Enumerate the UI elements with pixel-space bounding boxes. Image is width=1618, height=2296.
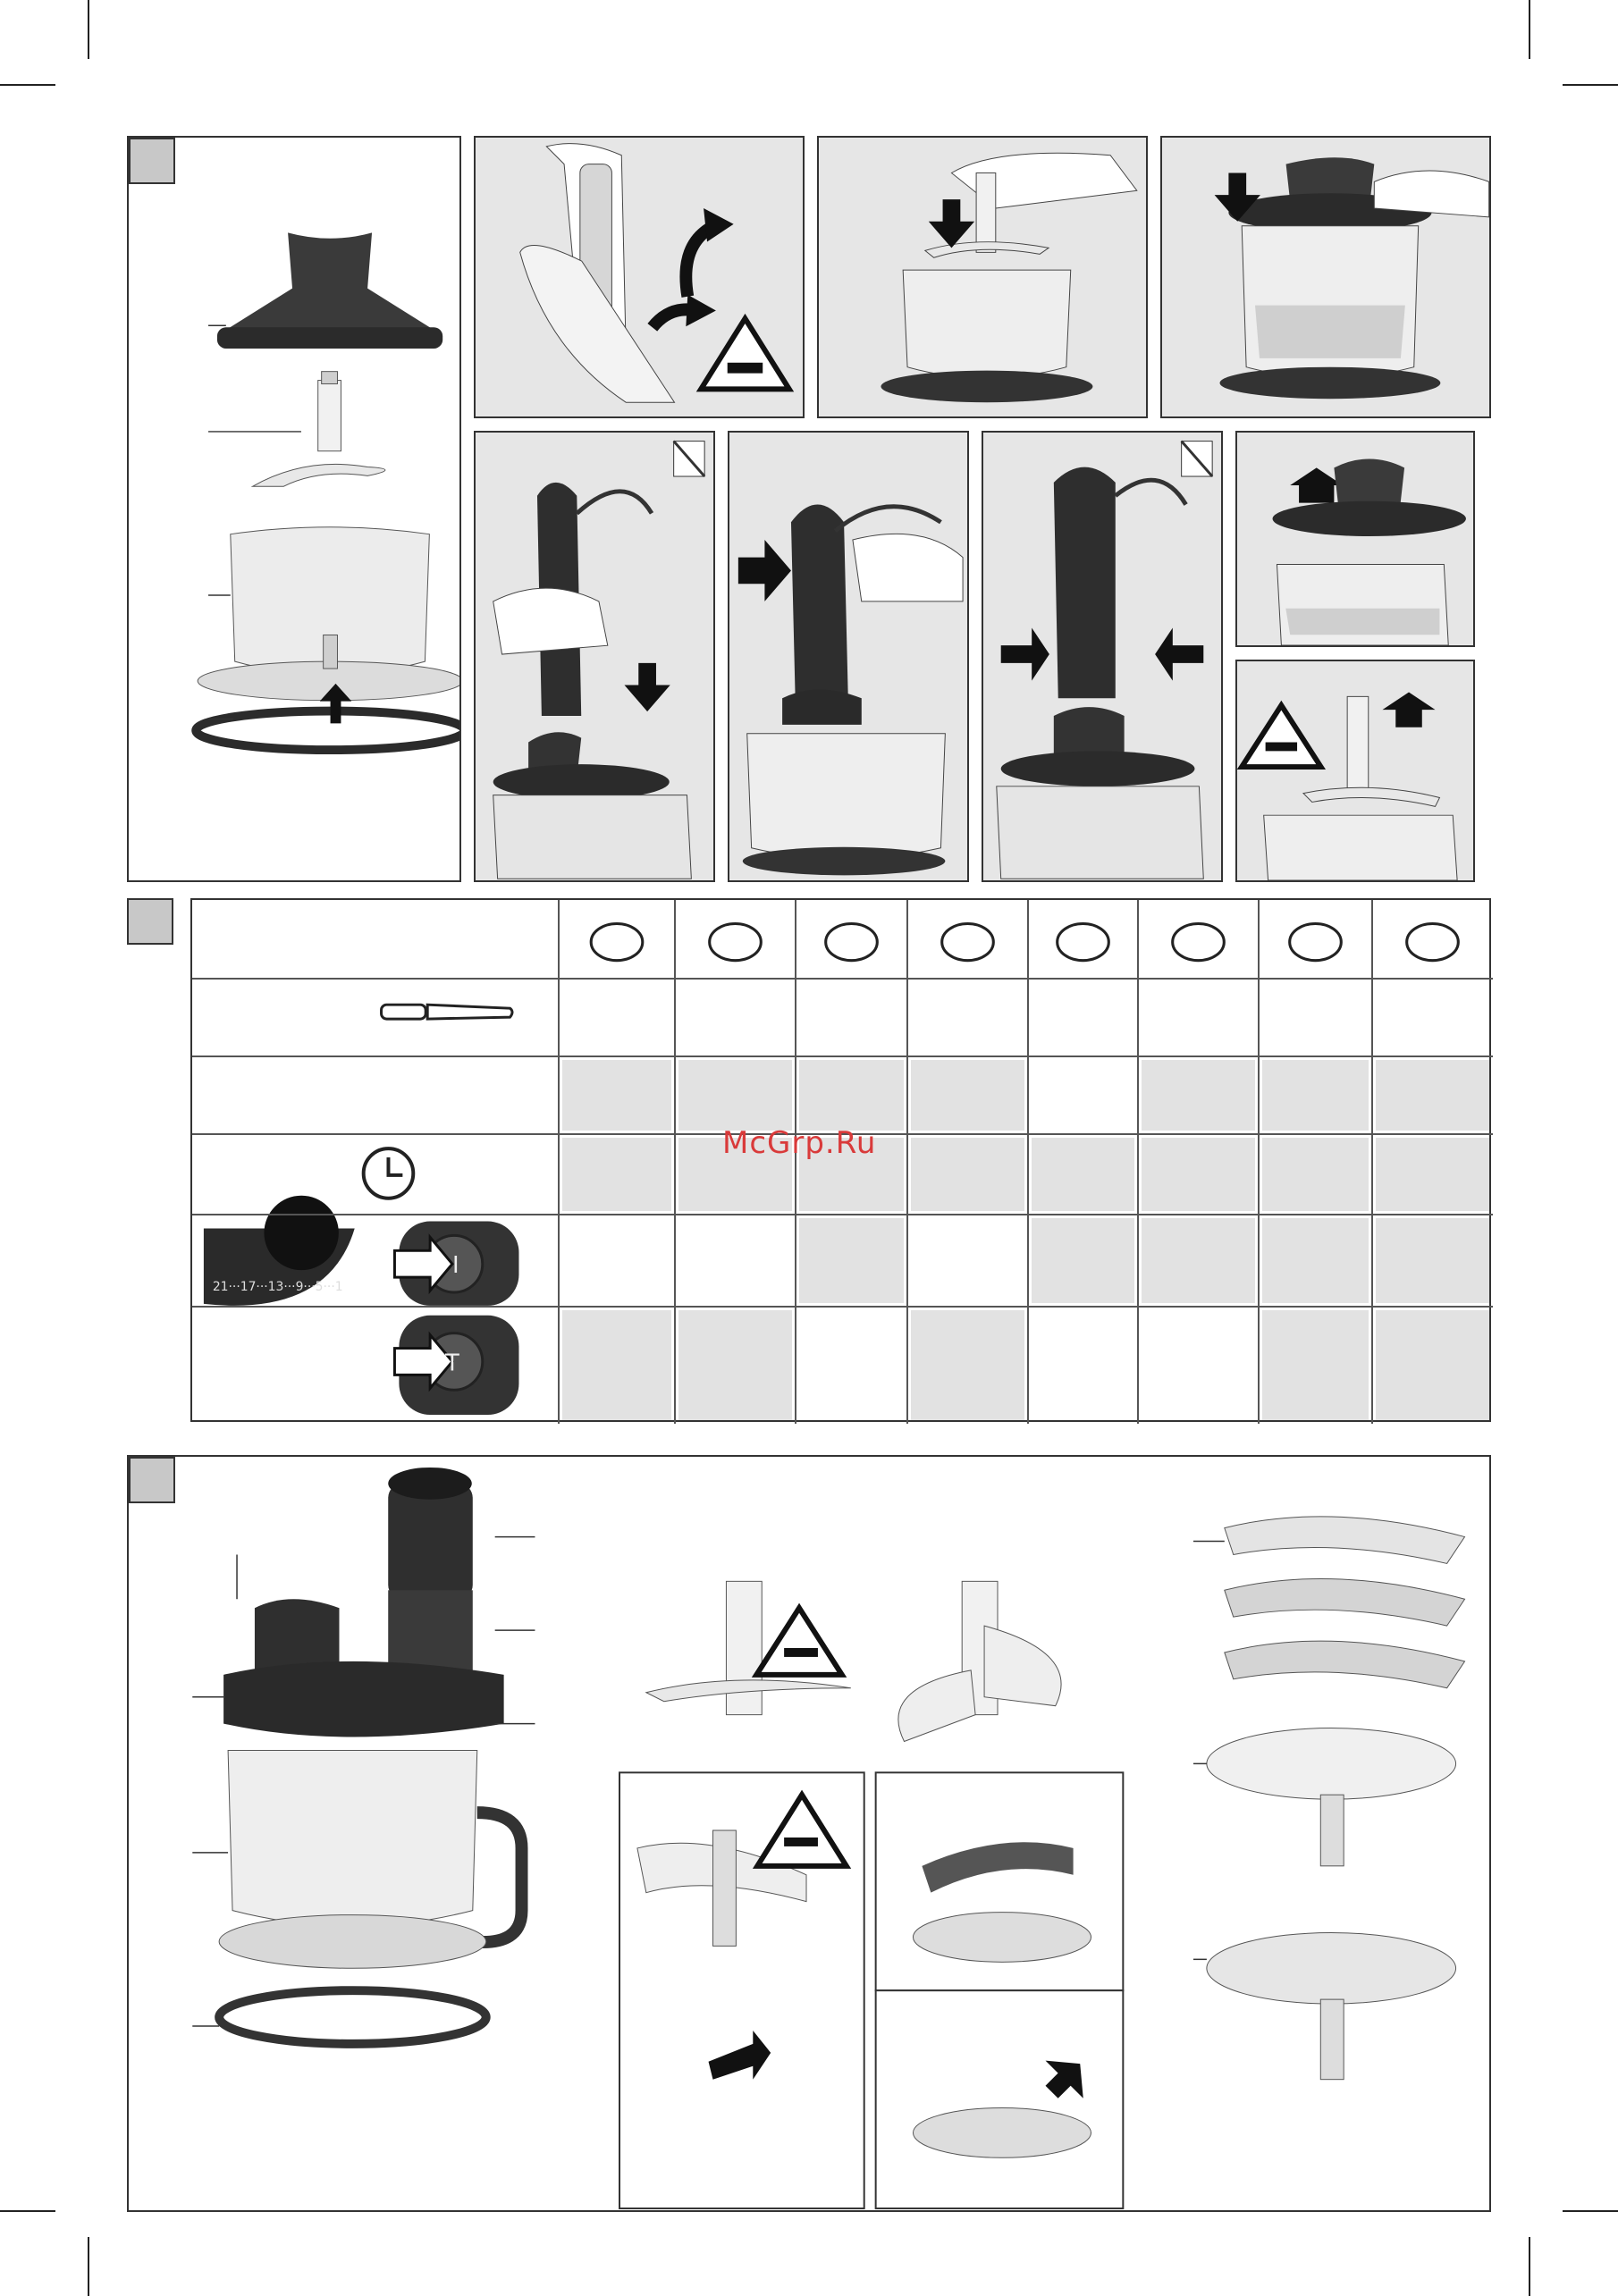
chart-cell — [1376, 1310, 1489, 1420]
chart-cell — [1142, 1218, 1255, 1303]
warning-cut-icon — [1242, 705, 1321, 767]
chart-cell — [911, 1310, 1024, 1420]
chart-cell — [1376, 1060, 1489, 1131]
carrot-icon — [1147, 907, 1250, 971]
chart-cell — [1262, 1218, 1369, 1303]
step-attach-handset-panel — [474, 431, 715, 882]
crop-mark — [1563, 84, 1618, 86]
chart-cell — [678, 1310, 792, 1420]
svg-text:21···17···13···9···5···1: 21···17···13···9···5···1 — [212, 1279, 343, 1294]
chart-col-line — [1371, 900, 1373, 1424]
meat-icon — [568, 907, 666, 971]
chart-row-line — [192, 978, 1493, 980]
crop-mark — [1563, 2210, 1618, 2212]
warning-cut-icon — [756, 1608, 842, 1675]
crop-mark — [0, 84, 55, 86]
chart-cell — [562, 1138, 671, 1211]
garlic-icon — [1037, 907, 1129, 971]
svg-text:I: I — [451, 1252, 459, 1280]
chart-col-line — [1137, 900, 1139, 1424]
chart-cell — [1032, 1138, 1134, 1211]
speed-dial-icon — [204, 1196, 355, 1306]
step-remove-blade-after-panel — [1235, 660, 1475, 882]
chart-cell — [562, 1310, 671, 1420]
chart-cell — [911, 1060, 1024, 1131]
chart-cell — [799, 1218, 904, 1303]
crop-mark — [88, 2237, 89, 2296]
chart-cell — [678, 1060, 792, 1131]
chart-cell — [562, 1060, 671, 1131]
chart-cell — [1032, 1218, 1134, 1303]
chart-cell — [1262, 1060, 1369, 1131]
unplug-icon — [1182, 442, 1212, 476]
chart-col-line — [674, 900, 676, 1424]
chart-cell — [1142, 1060, 1255, 1131]
chart-row-line — [192, 1055, 1493, 1057]
crop-mark — [0, 2210, 55, 2212]
chart-row-line — [192, 1214, 1493, 1215]
chopper-exploded-illustration — [129, 138, 459, 880]
chart-cell — [799, 1060, 904, 1131]
almond-icon — [1381, 907, 1484, 971]
step-insert-blade-panel — [817, 136, 1148, 418]
step-remove-lid-panel — [1235, 431, 1475, 647]
step-release-handset-panel — [982, 431, 1223, 882]
chart-col-line — [558, 900, 560, 1424]
step-remove-blade-panel — [474, 136, 805, 418]
svg-text:T: T — [445, 1350, 459, 1377]
section-tab — [127, 898, 173, 945]
chart-row-line — [192, 1306, 1493, 1308]
crop-mark — [88, 0, 89, 59]
parts-overview-panel — [127, 136, 461, 882]
knife-icon — [382, 1005, 512, 1019]
chart-col-line — [1027, 900, 1029, 1424]
speed-button-icon — [394, 1222, 518, 1306]
watermark: McGrp.Ru — [722, 1125, 877, 1161]
unplug-icon — [674, 442, 704, 476]
crop-mark — [1529, 2237, 1530, 2296]
chart-cell — [1262, 1310, 1369, 1420]
chart-col-line — [1258, 900, 1260, 1424]
chart-cell — [1262, 1138, 1369, 1211]
herbs-icon — [916, 907, 1019, 971]
food-processor-illustration — [129, 1457, 1489, 2210]
chart-cell — [1376, 1218, 1489, 1303]
onion-icon — [805, 907, 898, 971]
step-fill-bowl-panel — [1160, 136, 1491, 418]
warning-cut-icon — [701, 318, 789, 389]
step-press-speed-panel — [728, 431, 969, 882]
timer-icon — [364, 1148, 414, 1198]
chart-cell — [1142, 1138, 1255, 1211]
food-processor-panel — [127, 1455, 1491, 2212]
turbo-button-icon — [394, 1316, 518, 1415]
walnut-icon — [1268, 907, 1363, 971]
chart-cell — [1376, 1138, 1489, 1211]
crop-mark — [1529, 0, 1530, 59]
cheese-icon — [684, 907, 787, 971]
